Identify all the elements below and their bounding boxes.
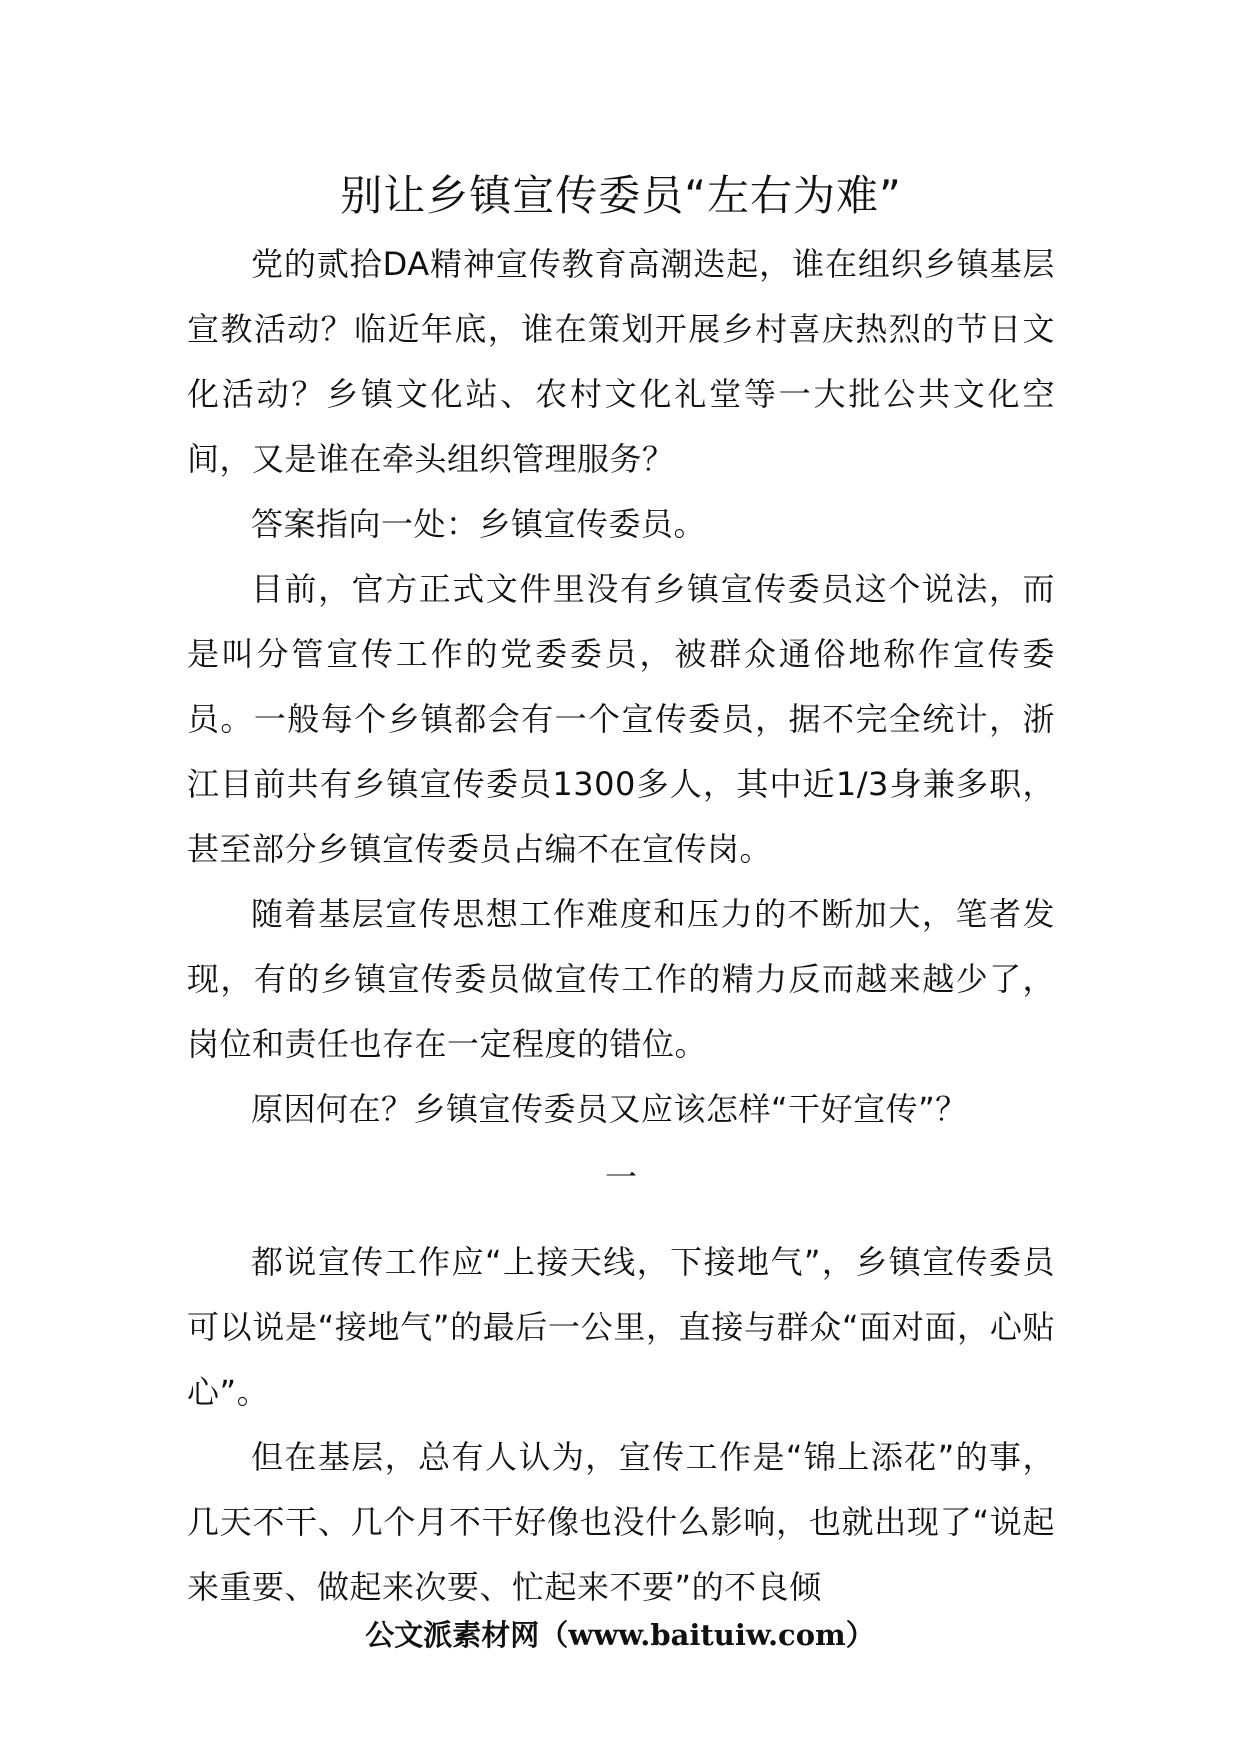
paragraph: 目前，官方正式文件里没有乡镇宣传委员这个说法，而是叫分管宣传工作的党委委员，被群众通俗地称作宣传委员。一般每个乡镇都会有一个宣传委员，据不完全统计，浙江目前共有乡镇宣传委员1300多人，其中近1/3身兼多职，甚至部分乡镇宣传委员占编不在宣传岗。: [187, 570, 1055, 868]
paragraph: 随着基层宣传思想工作难度和压力的不断加大，笔者发现，有的乡镇宣传委员做宣传工作的精力反而越来越少了，岗位和责任也存在一定程度的错位。: [187, 895, 1055, 1063]
paragraph: 原因何在？乡镇宣传委员又应该怎样“干好宣传”？: [251, 1090, 968, 1128]
document-title: 别让乡镇宣传委员“左右为难”: [340, 171, 902, 220]
section-number: 一: [604, 1158, 637, 1196]
document-body: [187, 232, 1055, 1620]
footer-watermark: 公文派素材网（www.baituiw.com）: [365, 1618, 875, 1652]
paragraph: 党的贰拾DA精神宣传教育高潮迭起，谁在组织乡镇基层宣教活动？临近年底，谁在策划开展乡村喜庆热烈的节日文化活动？乡镇文化站、农村文化礼堂等一大批公共文化空间，又是谁在牵头组织管理服务？: [187, 245, 1055, 478]
paragraph: 但在基层，总有人认为，宣传工作是“锦上添花”的事，几天不干、几个月不干好像也没什么影响，也就出现了“说起来重要、做起来次要、忙起来不要”的不良倾: [187, 1438, 1055, 1606]
document-page: [187, 0, 1055, 1754]
paragraph: 都说宣传工作应“上接天线，下接地气”，乡镇宣传委员可以说是“接地气”的最后一公里，直接与群众“面对面，心贴心”。: [187, 1243, 1055, 1411]
paragraph: 答案指向一处：乡镇宣传委员。: [251, 505, 707, 543]
